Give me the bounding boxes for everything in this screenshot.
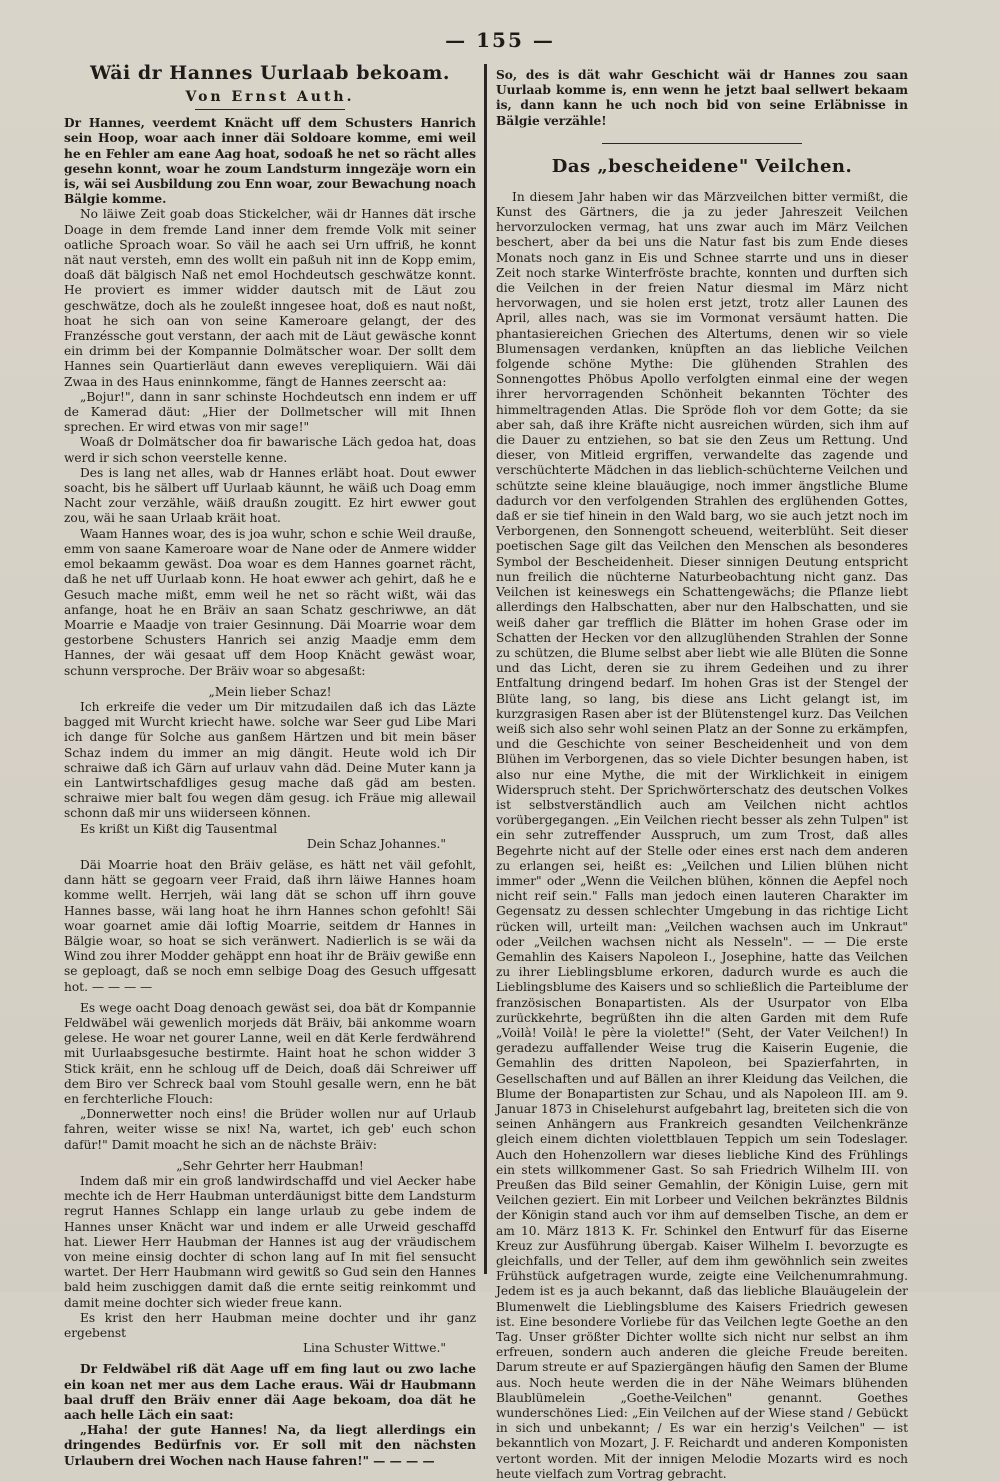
right-column <box>496 62 908 1481</box>
story-author: Von Ernst Auth. <box>64 90 476 110</box>
letter-close: Es krißt un Kißt dig Tausentmal <box>80 821 278 836</box>
story-paragraph: Es wege oacht Doag denoach gewäst sei, doa bät dr Kompannie Feldwäbel wäi gewenlich morjeds dät Bräiv, bäi ankomme woarn gelese. He woar net gourer Lanne, weil en dät Kerle ferdwährend mit Uurlaabsgesuche bestirmte. Haint hoat he schon widder 3 Stick kräit, enn he schloug uff de Deich, doaß däi Schreiwer uff dem Biro ver Schreck baal vom Stouhl gesalle wern, enn he bät en ferchterliche Flouch: <box>64 1000 476 1106</box>
story-intro: Dr Hannes, veerdemt Knächt uff dem Schusters Hanrich sein Hoop, woar aach inner däi Soldoare komme, emi weil he en Fehler am eane Aag hoat, sodoaß he net so rächt alles gesehn konnt, woar he zoum Landsturm inngezäje worn ein is, wäi sei Ausbildung zou Enn woar, zour Bewachung noach Bälgie komme. <box>64 116 476 207</box>
story-paragraph: „Bojur!", dann in sanr schinste Hochdeutsch enn indem er uff de Kamerad däut: „Hier der Dollmetscher will mit Ihnen sprechen. Er wird etwas von mir sage!" <box>64 389 476 435</box>
letter-salutation: „Mein lieber Schaz! <box>208 684 332 699</box>
letter2-close: Es krist den herr Haubman meine dochter und ihr ganz ergebenst <box>64 1310 476 1341</box>
column-divider <box>484 64 487 1274</box>
story-paragraph: „Donnerwetter noch eins! die Brüder wollen nur auf Urlaub fahren, weiter wisse se nix! Na, wartet, ich geb' euch schon dafür!" Damit moacht he sich an de nächste Bräiv: <box>64 1107 476 1152</box>
left-column <box>64 62 476 1468</box>
letter2-signature: Lina Schuster Wittwe." <box>302 1341 446 1356</box>
letter-block <box>64 685 476 852</box>
story-paragraph: Dr Feldwäbel riß dät Aage uff em fing laut ou zwo lache ein koan net mer aus dem Lache eraus. Wäi dr Haubmann baal druff den Bräiv enner däi Aage bekoam, doa dät he aach helle Läch ein saat: <box>64 1362 476 1423</box>
article-paragraph: In diesem Jahr haben wir das Märzveilchen bitter vermißt, die Kunst des Gärtners, die ja zu jeder Jahreszeit Veilchen hervorzulocken vermag, hat uns zwar auch im März Veilchen beschert, aber da bei uns die Natur fast bis zum Ende dieses Monats noch ganz in Eis und Schnee starrte und uns in dieser Zeit noch starke Winterfröste brachte, konnten und durften sich die Veilchen in der freien Natur diesmal im März nicht hervorwagen, und sie holen erst jetzt, trotz aller Launen des April, alles nach, was sie im Vormonat versäumt hatten. Die phantasiereichen Griechen des Altertums, denen wir so viele Blumensagen verdanken, knüpften an das liebliche Veilchen folgende schöne Mythe: Die glühenden Strahlen des Sonnengottes Phöbus Apollo verfolgten einmal eine der wegen ihrer hervorragenden Schönheit bekannten Töchter des himmeltragenden Atlas. Die Spröde floh vor dem Gotte; da sie aber sah, daß ihre Kräfte nicht ausreichen würden, sich ihm auf die Dauer zu entziehen, so bat sie den Zeus um Rettung. Und dieser, von Mitleid ergriffen, verwandelte das zagende und verschüchterte Mädchen in das lieblich-schüchterne Veilchen und schützte seine kleine blauäugige, noch immer ängstliche Blume dadurch vor den verfolgenden Strahlen des erglühenden Gottes, daß er sie tief hinein in den Wald barg, wo sie auch jetzt noch im Verborgenen, den Sonnengott scheuend, weiterblüht. Seit dieser poetischen Sage gilt das Veilchen den Menschen als besonderes Symbol der Bescheidenheit. Dieser sinnigen Deutung entspricht nun freilich die nüchterne Naturbeobachtung nicht ganz. Das Veilchen ist keineswegs ein Schattengewächs; die Pflanze liebt allerdings den Halbschatten, aber nur den Halbschatten, und sie weiß daher gar trefflich die Blätter im hohen Grase oder im Schatten der Hecken vor den allzuglühenden Strahlen der Sonne zu schützen, die Blume selbst aber liebt wie alle Blüten die Sonne und das Licht, deren sie zu ihrem Gedeihen und zu ihrer Entfaltung dringend bedarf. Im hohen Gras ist der Stengel der Blüte lang, so lang, bis diese ans Licht gelangt ist, im kurzgrasigen Rasen aber ist der Blütenstengel kurz. Das Veilchen weiß sich also sehr wohl seinen Platz an der Sonne zu erkämpfen, und die Geschichte von seiner Bescheidenheit und von dem Blühen im Verborgenen, das so viele Dichter besungen haben, ist also nur eine Mythe, die mit der Wirklichkeit in einigem Widerspruch steht. Der Sprichwörterschatz des deutschen Volkes ist selbstverständlich auch am Veilchen nicht achtlos vorübergegangen. „Ein Veilchen riecht besser als zehn Tulpen" ist ein sehr zutreffender Ausspruch, um zum Trost, daß alles Begehrte nicht auf der Stelle oder eines erst nach dem anderen zu erlangen sei, heißt es: „Veilchen und Lilien blühen nicht immer" oder „Wenn die Veilchen blühen, können die Aepfel noch nicht reif sein." Falls man jedoch einen lauteren Charakter im Gegensatz zu dessen schlechter Umgebung in das richtige Licht rücken will, urteilt man: „Veilchen wachsen auch im Unkraut" oder „Veilchen wachsen nicht als Nesseln". — — Die erste Gemahlin des Kaisers Napoleon I., Josephine, hatte das Veilchen zu ihrer Lieblingsblume erkoren, dadurch wurde es auch die Lieblingsblume des Kaisers und so schließlich die Parteiblume der französischen Bonapartisten. Als der Usurpator von Elba zurückkehrte, begrüßten ihn die alten Garden mit dem Rufe „Voilà! Voilà! le père la violette!" (Seht, der Vater Veilchen!) In geradezu auffallender Weise trug die Kaiserin Eugenie, die Gemahlin des dritten Napoleon, bei Spazierfahrten, in Gesellschaften und auf Bällen an ihrer Kleidung das Veilchen, die Blume der Bonapartisten zur Schau, und als Napoleon III. am 9. Januar 1873 in Chiselehurst aufgebahrt lag, breiteten sich die von seinen Anhängern aus Frankreich gesandten Veilchenkränze gleich einem dichten violettblauen Teppich um sein Todeslager. Auch den Hohenzollern war dieses liebliche Kind des Frühlings ein stets willkommener Gast. So sah Friedrich Wilhelm III. von Preußen das Bild seiner Gemahlin, der Königin Luise, gern mit Veilchen geziert. Ein mit Lorbeer und Veilchen bekränztes Bildnis der Königin stand auch vor ihm auf demselben Tische, an dem er am 10. März 1813 K. Fr. Schinkel den Entwurf für das Eiserne Kreuz zur Ausführung übergab. Kaiser Wilhelm I. bevorzugte es gleichfalls, und der Teller, auf dem ihm gewöhnlich sein zweites Frühstück aufgetragen wurde, zeigte eine Veilchenumrahmung. Jedem ist es ja auch bekannt, daß das liebliche Blauäugelein der Blumenwelt die Lieblingsblume des Kaisers Friedrich gewesen ist. Eine besondere Vorliebe für das Veilchen legte Goethe an den Tag. Unser größter Dichter wollte sich nicht nur selbst an ihm erfreuen, sondern auch anderen die gleiche Freude bereiten. Darum streute er auf Spaziergängen häufig den Samen der Blume aus. Noch heute werden die in der Nähe Weimars blühenden Blaublümelein „Goethe-Veilchen" genannt. Goethes wunderschönes Lied: „Ein Veilchen auf der Wiese stand / Gebückt in sich und unbekannt; / Es war ein herzig's Veilchen" — ist bekanntlich von Mozart, J. F. Reichardt und anderen Komponisten vertont worden. Mit der innigen Melodie Mozarts wird es noch heute vielfach zum Vortrag gebracht. <box>496 189 908 1481</box>
story-conclusion: So, des is dät wahr Geschicht wäi dr Hannes zou saan Uurlaab komme is, enn wenn he jetzt baal sellwert bekaam is, dann kann he uch noch bid von seine Erläbnisse in Bälgie verzähle! <box>496 68 908 128</box>
letter2-salutation: „Sehr Gehrter herr Haubman! <box>176 1158 364 1173</box>
story-paragraph: Waam Hannes woar, des is joa wuhr, schon e schie Weil drauße, emm von saane Kameroare woar de Nane oder de Anmere widder emol bekaamm gewäst. Doa woar es dem Hannes goarnet rächt, daß he net uff Uurlaab konn. He hoat ewwer ach gehirt, daß he e Gesuch mache mißt, emm weil he net so rächt wißt, wäi das anfange, hoat he en Bräiv an saan Schatz geschriwwe, an dät Moarrie e Maadje von traier Gesinnung. Däi Moarrie woar dem gestorbene Schusters Hanrich sei anzig Maadje emm dem Hannes, der wäi gesaat uff dem Hoop Knächt gewäst woar, schunn versproche. Der Bräiv woar so abgesaßt: <box>64 526 476 678</box>
story-paragraph: No läiwe Zeit goab doas Stickelcher, wäi dr Hannes dät irsche Doage in dem fremde Land inner dem fremde Volk mit seiner oatliche Sproach woar. So väil he aach sei Urn uffriß, he konnt nät naut versteh, emn des wollt ein paßuh nit inn de Kopp emim, doaß dät bälgisch Naß net emol Hochdeutsch geschwätze konnt. He proviert es immer widder dautsch mit de Läut zou geschwätze, doch als he zouleßt inngesee hoat, doß es naut noßt, hoat he sich oan von seine Kameroare gelangt, der des Franzéssche gout verstann, der aach mit de Läut gewäsche konnt ein drimm bei der Kompannie Dolmätscher woar. Der sollt dem Hannes sein Quartierläut dann eweves verepliquiern. Wäi däi Zwaa in des Haus eninnkomme, fängt de Hannes zeerscht aa: <box>64 207 476 389</box>
article-title: Das „bescheidene" Veilchen. <box>551 155 853 177</box>
story-paragraph: Woaß dr Dolmätscher doa fir bawarische Läch gedoa hat, doas werd ir sich schon veerstelle kenne. <box>64 435 476 465</box>
letter2-body: Indem daß mir ein groß landwirdschaffd und viel Aecker habe mechte ich de Herr Haubman unterdäunigst bitte dem Landsturm regrut Hannes Schlapp ein lange urlaub zu gebe indem de Hannes unser Knächt war und indem er alle Urweid geschaffd hat. Liewer Herr Haubman der Hannes ist aug der vräudischem von meine einsig dochter di schon lang auf In mit fiel sensucht wartet. Der Herr Haubmann wird gewitß so Gud sein den Hannes bald heim zuschiggen damit daß die ernte seitig reinkommt und damit meine dochter sich wieder freue kann. <box>64 1174 476 1310</box>
letter-body: Ich erkreife die veder um Dir mitzudailen daß ich das Läzte bagged mit Wurcht kriecht hawe. solche war Seer gud Libe Mari ich dange für Solche aus ganßem Härtzen und bit mein bäser Schaz indem du immer an mig dängit. Heute wold ich Dir schraiwe daß ich Gärn auf urlauv vahn däd. Deine Muter kann ja ein Lantwirtschafdliges gesug mache daß gäd am besten. schraiwe mier balt fou wegen däm gesug. ich Fräue mig allewail schonn daß mir uns wiiderseen können. <box>64 699 476 821</box>
letter-signature: Dein Schaz Johannes." <box>306 836 446 851</box>
story-title: Wäi dr Hannes Uurlaab bekoam. <box>90 62 450 84</box>
story-paragraph: Des is lang net alles, wab dr Hannes erläbt hoat. Dout ewwer soacht, bis he sälbert uff Uurlaab käunnt, he wäiß uch Doag emm Nacht zour verzähle, wäiß draußn zougitt. Ez hirt ewwer gout zou, wäi he saan Urlaab kräit hoat. <box>64 465 476 526</box>
page-number: — 155 — <box>445 28 555 52</box>
story-paragraph: „Haha! der gute Hannes! Na, da liegt allerdings ein dringendes Bedürfnis vor. Er soll mit den nächsten Urlaubern drei Wochen nach Hause fahren!" — — — — <box>64 1423 476 1468</box>
section-separator <box>602 143 802 144</box>
story-paragraph: Däi Moarrie hoat den Bräiv geläse, es hätt net väil gefohlt, dann hätt se gegoarn veer Fraid, daß ihrn läiwe Hannes hoam komme wellt. Herrjeh, wäi lang dät se schon uff ihrn gouve Hannes basse, wäi lang hoat he ihrn Hannes schon gefohlt! Säi woar goarnet amie däi loftig Moarrie, seitdem dr Hannes in Bälgie woar, so hoat se sich veränwert. Nadierlich is se wäi da Wind zou ihrer Modder gehäppt enn hoat ihr de Bräiv gewiße enn se geploagt, daß se noch emn selbige Doag des Gesuch uffgesatt hot. — — — — <box>64 857 476 994</box>
